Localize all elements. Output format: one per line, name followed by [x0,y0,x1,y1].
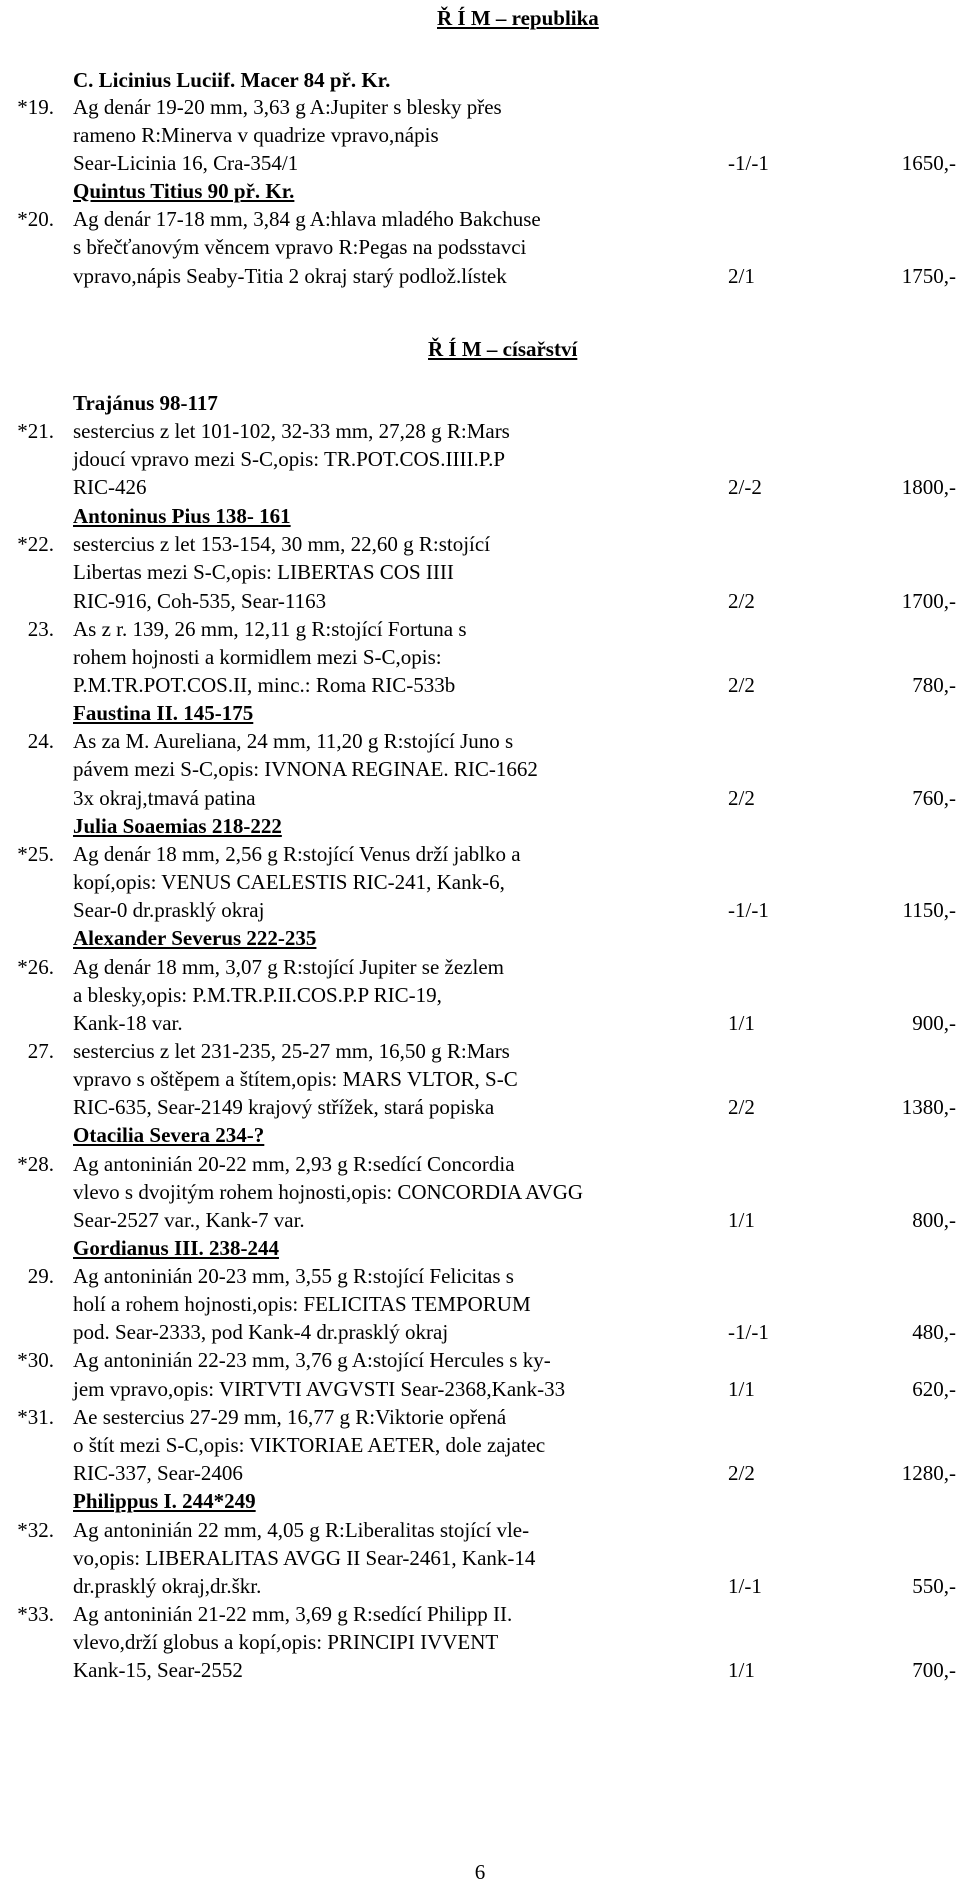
page-number: 6 [474,1860,486,1884]
lot-description-line: Ag denár 18 mm, 3,07 g R:stojící Jupiter se žezlem [73,955,504,979]
lot-description-line: Ag denár 17-18 mm, 3,84 g A:hlava mladého Bakchuse [73,207,541,231]
lot-number: *28. [17,1152,54,1176]
lot-description-line: pod. Sear-2333, pod Kank-4 dr.prasklý okraj [73,1320,449,1344]
lot-price: 1380,- [901,1095,956,1119]
lot-grade: -1/-1 [728,1320,769,1344]
lot-description-line: dr.prasklý okraj,dr.škr. [73,1574,262,1598]
section-title-empire: Ř Í M – císařství [428,337,578,361]
ruler-heading: Antoninus Pius 138- 161 [73,504,291,528]
lot-description-line: sestercius z let 153-154, 30 mm, 22,60 g R:stojící [73,532,491,556]
lot-price: 620,- [912,1377,956,1401]
lot-description-line: pávem mezi S-C,opis: IVNONA REGINAE. RIC-1662 [73,757,538,781]
lot-price: 800,- [912,1208,956,1232]
lot-description-line: Ag antoninián 20-23 mm, 3,55 g R:stojící Felicitas s [73,1264,514,1288]
lot-description-line: kopí,opis: VENUS CAELESTIS RIC-241, Kank-6, [73,870,505,894]
lot-description-line: sestercius z let 231-235, 25-27 mm, 16,50 g R:Mars [73,1039,510,1063]
lot-number: *32. [17,1518,54,1542]
ruler-heading: Quintus Titius 90 př. Kr. [73,179,295,203]
lot-price: 900,- [912,1011,956,1035]
ruler-heading: Julia Soaemias 218-222 [73,814,282,838]
lot-number: 27. [27,1039,54,1063]
lot-description-line: s břečťanovým věncem vpravo R:Pegas na podsstavci [73,235,527,259]
lot-description-line: RIC-916, Coh-535, Sear-1163 [73,589,327,613]
lot-price: 760,- [912,786,956,810]
lot-description-line: vpravo,nápis Seaby-Titia 2 okraj starý podlož.lístek [73,264,507,288]
lot-grade: 2/2 [728,589,755,613]
lot-grade: 1/1 [728,1658,755,1682]
ruler-heading: C. Licinius Luciif. Macer 84 př. Kr. [73,68,391,92]
lot-grade: 1/-1 [728,1574,762,1598]
lot-description-line: RIC-426 [73,475,147,499]
lot-number: 23. [27,617,54,641]
section-title-republic: Ř Í M – republika [437,6,599,30]
lot-description-line: P.M.TR.POT.COS.II, minc.: Roma RIC-533b [73,673,456,697]
ruler-heading: Trajánus 98-117 [73,391,218,415]
lot-price: 1280,- [901,1461,956,1485]
lot-price: 550,- [912,1574,956,1598]
lot-grade: 2/2 [728,786,755,810]
lot-description-line: Ag antoninián 22-23 mm, 3,76 g A:stojící Hercules s ky- [73,1348,551,1372]
lot-number: 29. [27,1264,54,1288]
lot-description-line: As z r. 139, 26 mm, 12,11 g R:stojící Fortuna s [73,617,467,641]
lot-price: 1700,- [901,589,956,613]
lot-description-line: jem vpravo,opis: VIRTVTI AVGVSTI Sear-2368,Kank-33 [73,1377,566,1401]
lot-description-line: Kank-15, Sear-2552 [73,1658,243,1682]
lot-number: *22. [17,532,54,556]
lot-number: *26. [17,955,54,979]
lot-description-line: RIC-635, Sear-2149 krajový střížek, stará popiska [73,1095,495,1119]
ruler-heading: Alexander Severus 222-235 [73,926,317,950]
lot-description-line: o štít mezi S-C,opis: VIKTORIAE AETER, dole zajatec [73,1433,546,1457]
lot-price: 780,- [912,673,956,697]
lot-description-line: Libertas mezi S-C,opis: LIBERTAS COS IIII [73,560,454,584]
lot-number: *33. [17,1602,54,1626]
lot-number: *20. [17,207,54,231]
lot-grade: 2/2 [728,1461,755,1485]
lot-description-line: 3x okraj,tmavá patina [73,786,256,810]
lot-description-line: vlevo,drží globus a kopí,opis: PRINCIPI IVVENT [73,1630,499,1654]
lot-description-line: As za M. Aureliana, 24 mm, 11,20 g R:stojící Juno s [73,729,514,753]
lot-description-line: jdoucí vpravo mezi S-C,opis: TR.POT.COS.IIII.P.P [73,447,506,471]
lot-description-line: vpravo s oštěpem a štítem,opis: MARS VLTOR, S-C [73,1067,518,1091]
lot-number: *30. [17,1348,54,1372]
lot-description-line: Sear-2527 var., Kank-7 var. [73,1208,305,1232]
lot-description-line: Ag denár 18 mm, 2,56 g R:stojící Venus drží jablko a [73,842,521,866]
lot-price: 1750,- [901,264,956,288]
lot-number: *21. [17,419,54,443]
lot-description-line: Sear-0 dr.prasklý okraj [73,898,265,922]
lot-description-line: Ag antoninián 22 mm, 4,05 g R:Liberalitas stojící vle- [73,1518,530,1542]
lot-description-line: Ag denár 19-20 mm, 3,63 g A:Jupiter s blesky přes [73,95,502,119]
lot-grade: 1/1 [728,1208,755,1232]
lot-grade: 1/1 [728,1377,755,1401]
lot-description-line: Ae sestercius 27-29 mm, 16,77 g R:Viktorie opřená [73,1405,507,1429]
ruler-heading: Otacilia Severa 234-? [73,1123,265,1147]
lot-price: 1150,- [902,898,956,922]
lot-price: 1650,- [901,151,956,175]
lot-price: 480,- [912,1320,956,1344]
lot-grade: 1/1 [728,1011,755,1035]
lot-description-line: sestercius z let 101-102, 32-33 mm, 27,28 g R:Mars [73,419,510,443]
ruler-heading: Philippus I. 244*249 [73,1489,256,1513]
lot-description-line: Ag antoninián 20-22 mm, 2,93 g R:sedící Concordia [73,1152,515,1176]
lot-description-line: vo,opis: LIBERALITAS AVGG II Sear-2461, Kank-14 [73,1546,536,1570]
lot-number: *19. [17,95,54,119]
lot-description-line: Kank-18 var. [73,1011,183,1035]
lot-number: *31. [17,1405,54,1429]
ruler-heading: Faustina II. 145-175 [73,701,254,725]
lot-description-line: rohem hojnosti a kormidlem mezi S-C,opis: [73,645,442,669]
lot-grade: 2/-2 [728,475,762,499]
lot-description-line: rameno R:Minerva v quadrize vpravo,nápis [73,123,439,147]
lot-grade: -1/-1 [728,898,769,922]
lot-price: 700,- [912,1658,956,1682]
lot-price: 1800,- [901,475,956,499]
lot-description-line: RIC-337, Sear-2406 [73,1461,243,1485]
lot-description-line: Sear-Licinia 16, Cra-354/1 [73,151,299,175]
lot-description-line: Ag antoninián 21-22 mm, 3,69 g R:sedící Philipp II. [73,1602,513,1626]
lot-description-line: a blesky,opis: P.M.TR.P.II.COS.P.P RIC-19, [73,983,442,1007]
lot-description-line: vlevo s dvojitým rohem hojnosti,opis: CONCORDIA AVGG [73,1180,584,1204]
ruler-heading: Gordianus III. 238-244 [73,1236,279,1260]
lot-number: 24. [27,729,54,753]
lot-grade: -1/-1 [728,151,769,175]
lot-grade: 2/2 [728,673,755,697]
lot-description-line: holí a rohem hojnosti,opis: FELICITAS TEMPORUM [73,1292,531,1316]
lot-number: *25. [17,842,54,866]
lot-grade: 2/2 [728,1095,755,1119]
lot-grade: 2/1 [728,264,755,288]
